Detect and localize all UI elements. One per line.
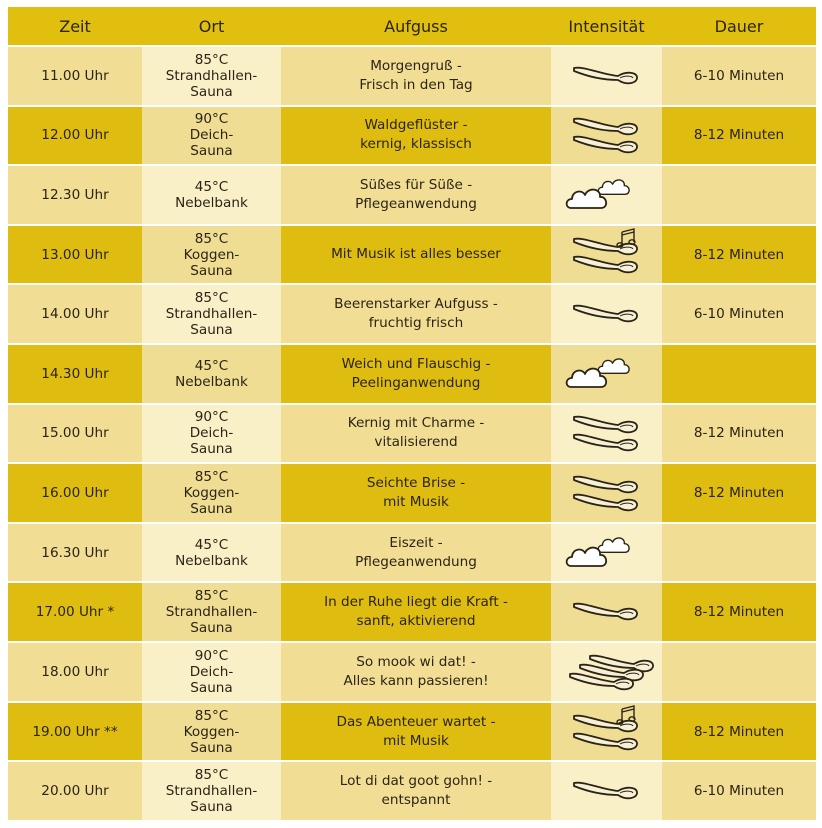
cell-intensitaet	[551, 524, 662, 584]
cell-ort	[142, 703, 281, 763]
ort-line: Sauna	[190, 83, 233, 100]
cell-intensitaet	[551, 464, 662, 524]
ort-line: 85°C	[194, 290, 229, 307]
cell-aufguss	[281, 762, 551, 822]
intensity-graphic	[557, 347, 657, 401]
table-row	[8, 464, 816, 524]
cell-ort	[142, 524, 281, 584]
aufguss-line: Frisch in den Tag	[359, 76, 473, 93]
table-row	[8, 166, 816, 226]
spoon-icon	[574, 715, 637, 731]
ort-line: Nebelbank	[175, 373, 248, 390]
header-intensitaet: Intensität	[551, 7, 662, 47]
aufguss-schedule-table	[8, 7, 816, 822]
cell-zeit: 11.00 Uhr	[8, 47, 142, 107]
intensity-graphic	[557, 764, 657, 818]
cell-aufguss	[281, 405, 551, 465]
cell-ort	[142, 226, 281, 286]
header-dauer: Dauer	[662, 7, 816, 47]
ort-line: 85°C	[194, 707, 229, 724]
cell-intensitaet	[551, 703, 662, 763]
intensity-graphic	[557, 705, 657, 759]
cell-intensitaet	[551, 583, 662, 643]
intensity-graphic	[557, 168, 657, 222]
cell-aufguss	[281, 285, 551, 345]
cell-dauer: 8-12 Minuten	[662, 464, 816, 524]
cell-intensitaet	[551, 107, 662, 167]
cell-zeit: 17.00 Uhr *	[8, 583, 142, 643]
spoon-icon	[574, 67, 637, 83]
table-row	[8, 583, 816, 643]
cell-dauer	[662, 345, 816, 405]
ort-line: Sauna	[190, 143, 233, 160]
intensity-graphic	[557, 49, 657, 103]
ort-line: Sauna	[190, 501, 233, 518]
ort-line: Strandhallen-	[165, 604, 258, 621]
spoon-icon	[574, 256, 637, 272]
aufguss-line: vitalisierend	[374, 434, 458, 451]
ort-line: Deich-	[189, 663, 234, 680]
ort-line: 85°C	[194, 51, 229, 68]
cell-zeit: 18.00 Uhr	[8, 643, 142, 703]
header-aufguss: Aufguss	[281, 7, 551, 47]
cell-intensitaet	[551, 166, 662, 226]
ort-line: 85°C	[194, 588, 229, 605]
table-row	[8, 762, 816, 822]
intensity-graphic	[557, 108, 657, 162]
aufguss-line: Lot di dat goot gohn! -	[339, 773, 493, 790]
ort-line: Nebelbank	[175, 195, 248, 212]
intensity-graphic	[557, 526, 657, 580]
spoon-icon	[574, 238, 637, 254]
aufguss-line: Kernig mit Charme -	[347, 415, 485, 432]
header-zeit: Zeit	[8, 7, 142, 47]
intensity-graphic	[557, 585, 657, 639]
cell-dauer	[662, 643, 816, 703]
ort-line: 45°C	[194, 357, 229, 374]
table-row	[8, 47, 816, 107]
cell-zeit: 15.00 Uhr	[8, 405, 142, 465]
ort-line: Sauna	[190, 262, 233, 279]
aufguss-line: So mook wi dat! -	[356, 653, 476, 670]
cell-aufguss	[281, 226, 551, 286]
cell-intensitaet	[551, 643, 662, 703]
aufguss-line: sanft, aktivierend	[356, 613, 476, 630]
header-row	[8, 7, 816, 47]
ort-line: Koggen-	[183, 485, 240, 502]
cloud-icon	[598, 180, 629, 194]
ort-line: Sauna	[190, 739, 233, 756]
spoon-icon	[574, 119, 637, 135]
cell-ort	[142, 285, 281, 345]
cell-aufguss	[281, 643, 551, 703]
cell-zeit: 16.00 Uhr	[8, 464, 142, 524]
ort-line: Deich-	[189, 127, 234, 144]
intensity-graphic	[557, 406, 657, 460]
schedule-body	[8, 47, 816, 822]
cell-zeit: 12.30 Uhr	[8, 166, 142, 226]
ort-line: 45°C	[194, 536, 229, 553]
ort-line: 85°C	[194, 469, 229, 486]
aufguss-line: mit Musik	[383, 494, 449, 511]
table-row	[8, 345, 816, 405]
aufguss-line: Pflegeanwendung	[355, 196, 477, 213]
cell-dauer: 6-10 Minuten	[662, 47, 816, 107]
cloud-icon	[598, 359, 629, 373]
ort-line: Strandhallen-	[165, 67, 258, 84]
spoon-icon	[574, 477, 637, 493]
spoon-icon	[574, 435, 637, 451]
table-row	[8, 226, 816, 286]
cell-intensitaet	[551, 47, 662, 107]
cell-ort	[142, 166, 281, 226]
spoon-icon	[574, 417, 637, 433]
cell-zeit: 13.00 Uhr	[8, 226, 142, 286]
ort-line: Sauna	[190, 322, 233, 339]
cell-dauer	[662, 166, 816, 226]
cell-intensitaet	[551, 285, 662, 345]
ort-line: 90°C	[194, 409, 229, 426]
cloud-icon	[598, 538, 629, 552]
ort-line: Deich-	[189, 425, 234, 442]
cell-zeit: 16.30 Uhr	[8, 524, 142, 584]
aufguss-line: Süßes für Süße -	[359, 177, 473, 194]
cell-aufguss	[281, 345, 551, 405]
cell-ort	[142, 583, 281, 643]
intensity-graphic	[557, 466, 657, 520]
aufguss-line: Peelinganwendung	[351, 374, 481, 391]
ort-line: 85°C	[194, 230, 229, 247]
cell-aufguss	[281, 166, 551, 226]
intensity-graphic	[557, 287, 657, 341]
ort-line: 90°C	[194, 647, 229, 664]
cell-intensitaet	[551, 762, 662, 822]
ort-line: Koggen-	[183, 246, 240, 263]
ort-line: 85°C	[194, 767, 229, 784]
cell-aufguss	[281, 703, 551, 763]
aufguss-line: mit Musik	[383, 732, 449, 749]
intensity-graphic	[557, 645, 657, 699]
ort-line: 90°C	[194, 111, 229, 128]
cell-aufguss	[281, 107, 551, 167]
aufguss-line: Waldgeflüster -	[364, 117, 468, 134]
cell-dauer: 8-12 Minuten	[662, 226, 816, 286]
header-ort: Ort	[142, 7, 281, 47]
cell-ort	[142, 107, 281, 167]
cell-aufguss	[281, 583, 551, 643]
cell-intensitaet	[551, 405, 662, 465]
aufguss-line: Mit Musik ist alles besser	[331, 246, 501, 263]
aufguss-line: In der Ruhe liegt die Kraft -	[324, 594, 508, 611]
ort-line: Sauna	[190, 441, 233, 458]
table-row	[8, 107, 816, 167]
aufguss-line: Beerenstarker Aufguss -	[334, 296, 498, 313]
cell-zeit: 14.30 Uhr	[8, 345, 142, 405]
spoon-icon	[574, 604, 637, 620]
ort-line: Nebelbank	[175, 552, 248, 569]
intensity-graphic	[557, 228, 657, 282]
spoon-icon	[574, 306, 637, 322]
table-row	[8, 285, 816, 345]
aufguss-line: entspannt	[381, 792, 451, 809]
spoon-icon	[574, 495, 637, 511]
cell-ort	[142, 762, 281, 822]
ort-line: Sauna	[190, 620, 233, 637]
cell-intensitaet	[551, 345, 662, 405]
cell-ort	[142, 345, 281, 405]
cell-ort	[142, 405, 281, 465]
cell-dauer: 8-12 Minuten	[662, 107, 816, 167]
cell-dauer	[662, 524, 816, 584]
table-row	[8, 524, 816, 584]
ort-line: 45°C	[194, 179, 229, 196]
cell-zeit: 19.00 Uhr **	[8, 703, 142, 763]
ort-line: Strandhallen-	[165, 306, 258, 323]
aufguss-line: fruchtig frisch	[368, 315, 464, 332]
aufguss-line: Eiszeit -	[389, 534, 443, 551]
spoon-icon	[574, 137, 637, 153]
cell-zeit: 20.00 Uhr	[8, 762, 142, 822]
ort-line: Sauna	[190, 799, 233, 816]
cell-ort	[142, 464, 281, 524]
cell-dauer: 8-12 Minuten	[662, 703, 816, 763]
cell-aufguss	[281, 464, 551, 524]
cell-ort	[142, 643, 281, 703]
aufguss-line: Pflegeanwendung	[355, 553, 477, 570]
cell-aufguss	[281, 524, 551, 584]
ort-line: Strandhallen-	[165, 783, 258, 800]
table-row	[8, 643, 816, 703]
aufguss-line: Das Abenteuer wartet -	[336, 713, 496, 730]
aufguss-line: Weich und Flauschig -	[341, 355, 491, 372]
aufguss-line: Seichte Brise -	[366, 475, 466, 492]
cell-aufguss	[281, 47, 551, 107]
cell-dauer: 8-12 Minuten	[662, 583, 816, 643]
cell-zeit: 12.00 Uhr	[8, 107, 142, 167]
cell-ort	[142, 47, 281, 107]
aufguss-line: kernig, klassisch	[360, 136, 472, 153]
spoon-icon	[574, 783, 637, 799]
cell-zeit: 14.00 Uhr	[8, 285, 142, 345]
aufguss-line: Alles kann passieren!	[343, 672, 489, 689]
table-row	[8, 703, 816, 763]
cell-intensitaet	[551, 226, 662, 286]
aufguss-line: Morgengruß -	[370, 57, 462, 74]
cell-dauer: 6-10 Minuten	[662, 762, 816, 822]
cell-dauer: 6-10 Minuten	[662, 285, 816, 345]
table-row	[8, 405, 816, 465]
ort-line: Sauna	[190, 679, 233, 696]
cell-dauer: 8-12 Minuten	[662, 405, 816, 465]
ort-line: Koggen-	[183, 723, 240, 740]
spoon-icon	[574, 733, 637, 749]
